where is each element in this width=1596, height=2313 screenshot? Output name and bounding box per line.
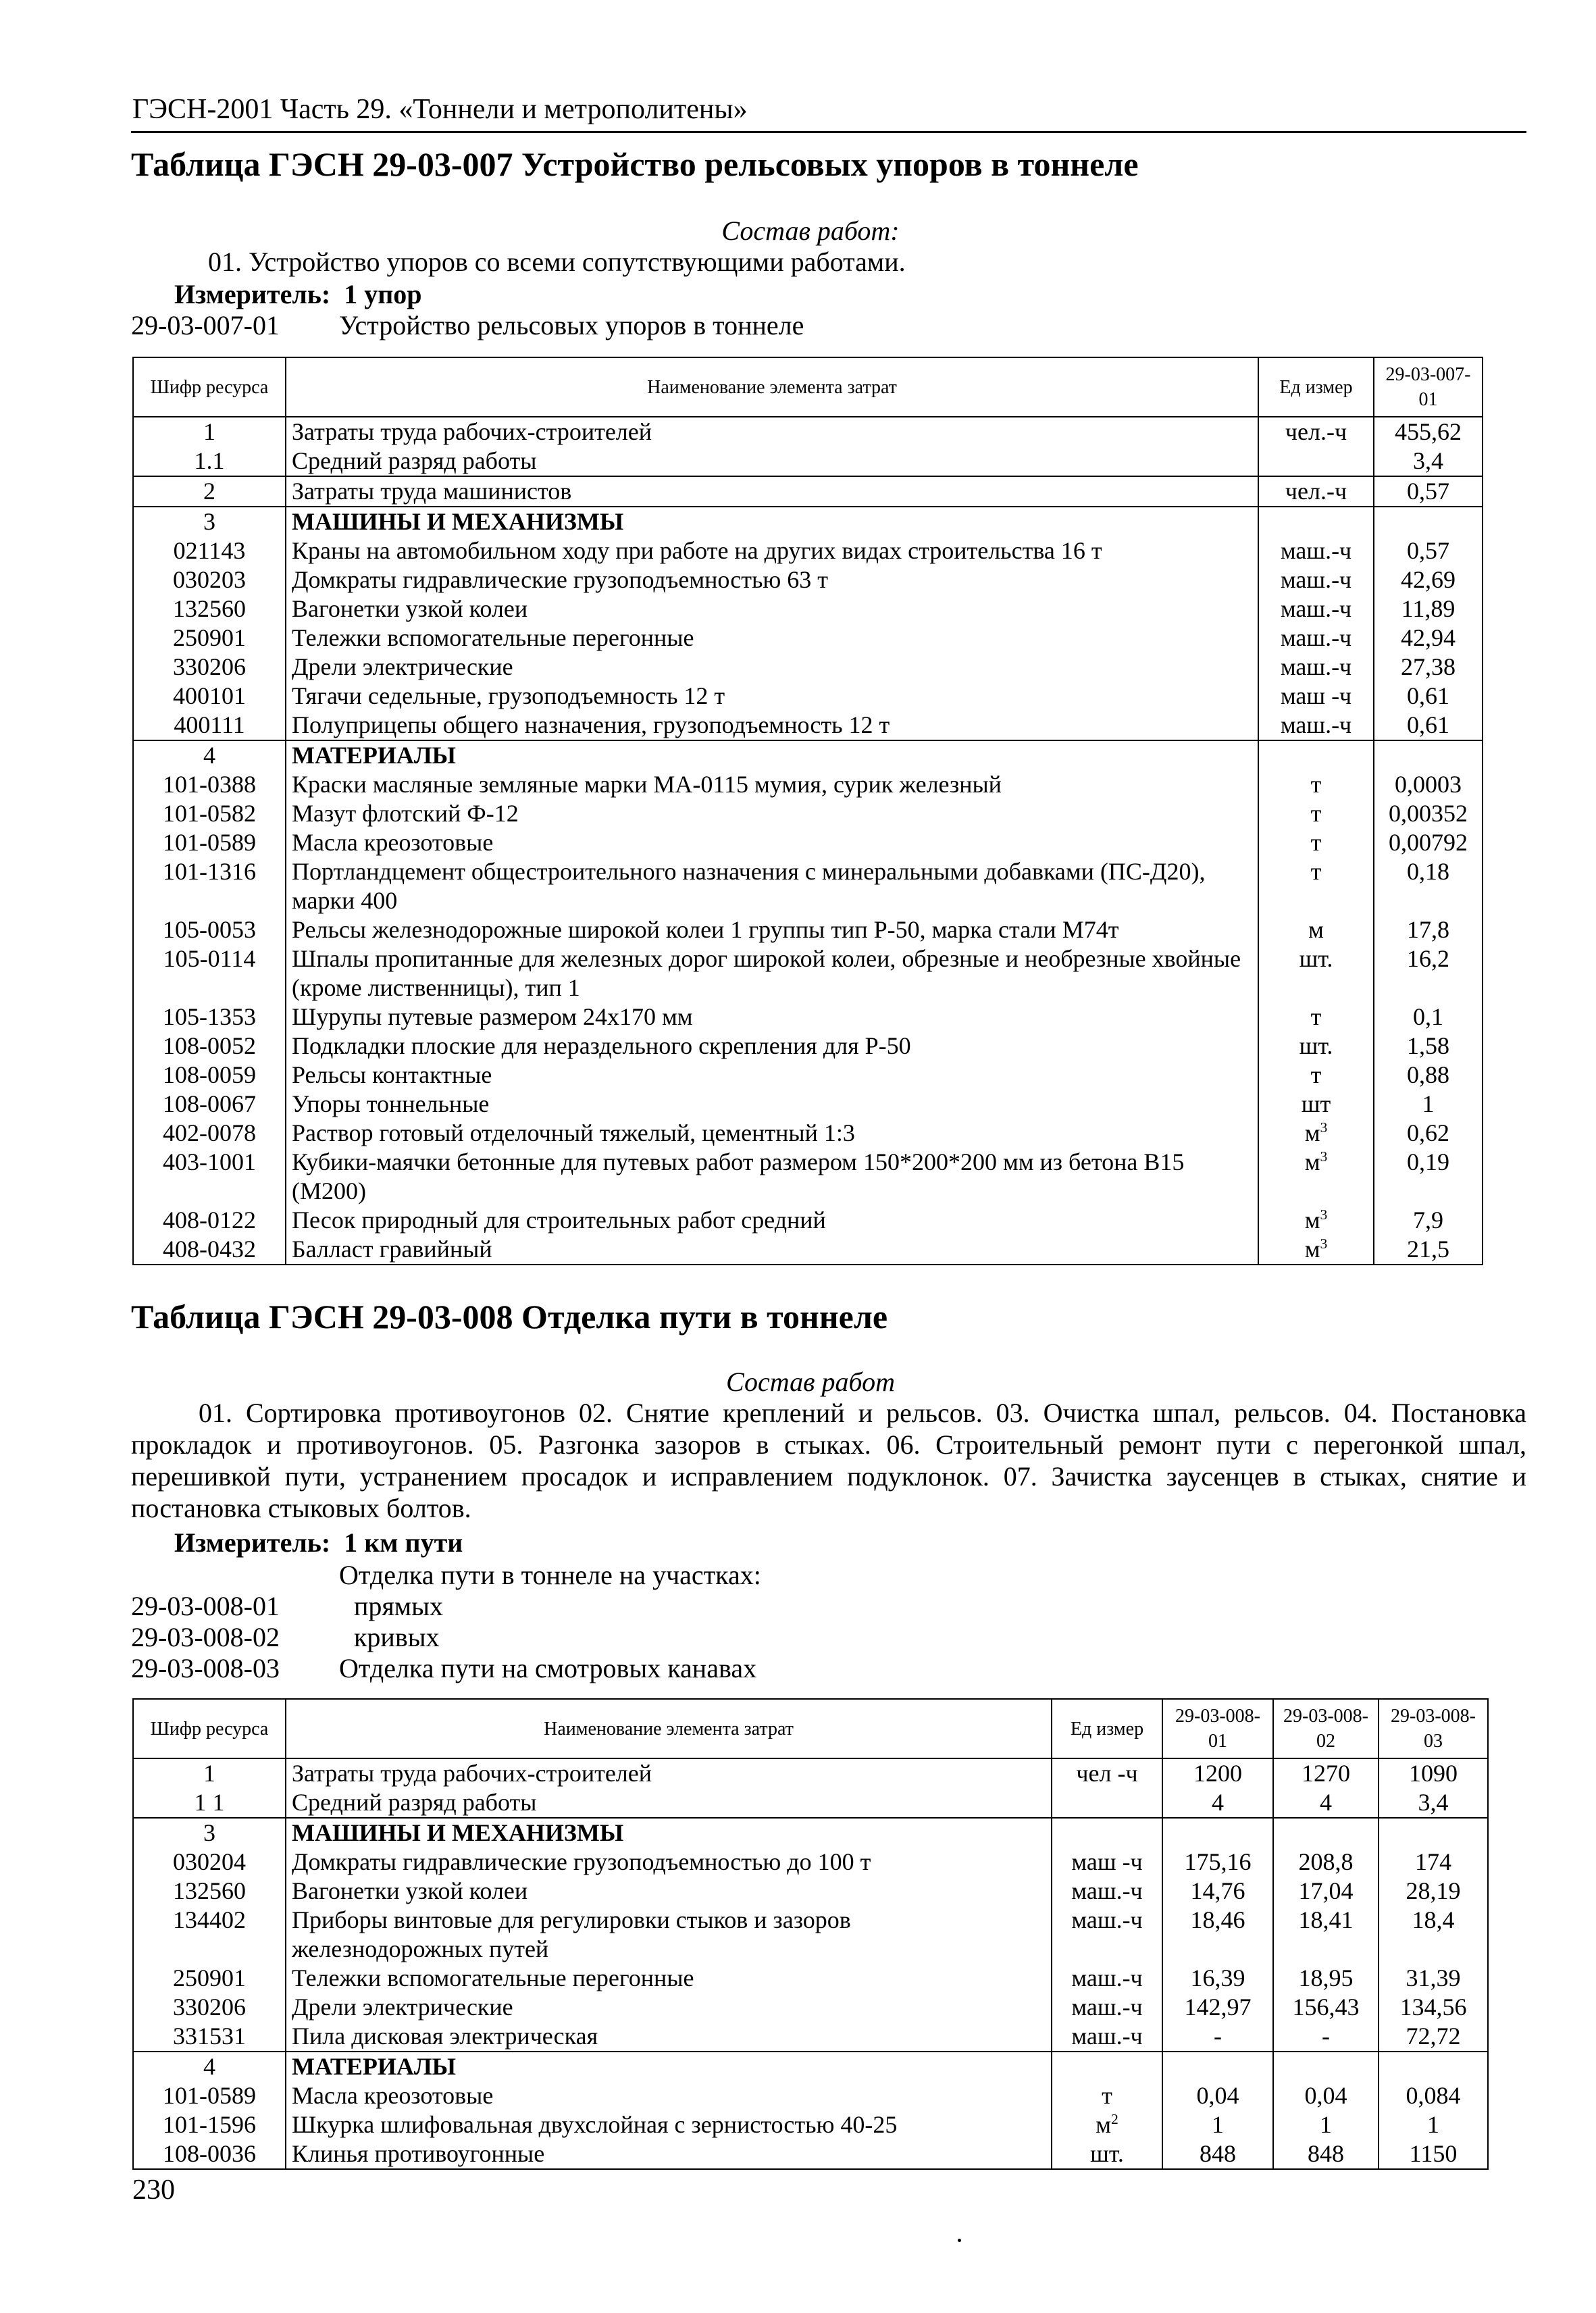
norm-value-cell: 208,8 (1273, 1848, 1379, 1877)
resource-code-cell: 1.1 (133, 447, 286, 476)
norm-value-cell: 17,04 (1273, 1877, 1379, 1906)
cost-item-name-cell: Краны на автомобильном ходу при работе на других видах строительства 16 т (286, 536, 1258, 565)
cost-item-name-cell: Мазут флотский Ф-12 (286, 799, 1258, 828)
resource-code-cell: 1 (133, 417, 286, 447)
resource-code-cell: 132560 (133, 1877, 286, 1906)
cost-item-name-cell: Шпалы пропитанные для железных дорог широкой колеи, обрезные и необрезные хвойные (кроме лиственницы), тип 1 (286, 944, 1258, 1002)
resource-code-cell: 4 (133, 740, 286, 770)
table2-norm-name: прямых (354, 1591, 443, 1621)
norm-value-cell (1374, 740, 1483, 770)
table-row (133, 1061, 1483, 1090)
resource-code-cell: 2 (133, 476, 286, 507)
unit-cell: маш.-ч (1052, 1906, 1162, 1964)
resource-code-cell: 101-1596 (133, 2110, 286, 2139)
cost-item-name-cell: Краски масляные земляные марки МА-0115 мумия, сурик железный (286, 770, 1258, 799)
table2-grid (132, 1698, 1489, 2170)
unit-cell: маш -ч (1258, 682, 1374, 711)
cost-item-name-cell: Песок природный для строительных работ средний (286, 1206, 1258, 1235)
norm-value-cell: 0,62 (1374, 1119, 1483, 1148)
norm-value-cell: 1090 (1379, 1758, 1488, 1788)
table2-meter (174, 1527, 463, 1558)
table2-header-norm: 29-03-008-03 (1379, 1699, 1488, 1758)
table2-header-norm: 29-03-008-01 (1162, 1699, 1273, 1758)
resource-code-cell: 101-0589 (133, 2081, 286, 2110)
norm-value-cell: 174 (1379, 1848, 1488, 1877)
norm-value-cell: 3,4 (1374, 447, 1483, 476)
table-row (133, 1848, 1488, 1877)
norm-value-cell: 14,76 (1162, 1877, 1273, 1906)
section-heading-cell: МАШИНЫ И МЕХАНИЗМЫ (286, 507, 1258, 536)
table2-header-unit: Ед измер (1052, 1699, 1162, 1758)
resource-code-cell: 105-1353 (133, 1002, 286, 1032)
cost-item-name-cell: Масла креозотовые (286, 2081, 1052, 2110)
table-row (133, 2052, 1488, 2081)
norm-value-cell: 0,88 (1374, 1061, 1483, 1090)
cost-item-name-cell: Тягачи седельные, грузоподъемность 12 т (286, 682, 1258, 711)
table-row (133, 1906, 1488, 1964)
norm-value-cell: 1 (1374, 1090, 1483, 1119)
norm-value-cell: 455,62 (1374, 417, 1483, 447)
table-row (133, 1119, 1483, 1148)
norm-value-cell (1379, 2052, 1488, 2081)
table1-header-code: Шифр ресурса (133, 357, 286, 417)
unit-cell: т (1258, 1002, 1374, 1032)
norm-value-cell: 0,084 (1379, 2081, 1488, 2110)
table-row (133, 828, 1483, 857)
unit-cell: маш -ч (1052, 1848, 1162, 1877)
unit-cell: т (1052, 2081, 1162, 2110)
table1-norm-name: Устройство рельсовых упоров в тоннеле (339, 310, 804, 340)
resource-code-cell: 108-0067 (133, 1090, 286, 1119)
scan-speck (958, 2239, 961, 2242)
norm-value-cell: 0,00352 (1374, 799, 1483, 828)
cost-item-name-cell: Тележки вспомогательные перегонные (286, 1964, 1052, 1993)
resource-code-cell: 403-1001 (133, 1148, 286, 1206)
norm-value-cell: 0,04 (1162, 2081, 1273, 2110)
resource-code-cell: 021143 (133, 536, 286, 565)
resource-code-cell: 250901 (133, 1964, 286, 1993)
cost-item-name-cell: Затраты труда рабочих-строителей (286, 417, 1258, 447)
unit-cell: чел -ч (1052, 1758, 1162, 1788)
norm-value-cell: 1,58 (1374, 1032, 1483, 1061)
table-row (133, 1032, 1483, 1061)
norm-value-cell (1379, 1818, 1488, 1848)
norm-value-cell: 0,57 (1374, 536, 1483, 565)
header-rule (131, 131, 1526, 133)
unit-cell: $м^2$ (1052, 2110, 1162, 2139)
table-row (133, 944, 1483, 1002)
table-row (133, 711, 1483, 740)
table-row (133, 1758, 1488, 1788)
norm-value-cell: 17,8 (1374, 915, 1483, 944)
unit-cell (1258, 740, 1374, 770)
norm-value-cell: 1150 (1379, 2139, 1488, 2169)
unit-cell: маш.-ч (1258, 711, 1374, 740)
table-row (133, 682, 1483, 711)
unit-cell: маш.-ч (1258, 624, 1374, 653)
cost-item-name-cell: Дрели электрические (286, 1993, 1052, 2022)
table-row (133, 857, 1483, 915)
unit-cell: т (1258, 828, 1374, 857)
table1-header-unit: Ед измер (1258, 357, 1374, 417)
cost-item-name-cell: Рельсы контактные (286, 1061, 1258, 1090)
norm-value-cell (1162, 2052, 1273, 2081)
table-row (133, 565, 1483, 594)
norm-value-cell: 3,4 (1379, 1788, 1488, 1818)
resource-code-cell: 330206 (133, 1993, 286, 2022)
unit-cell: т (1258, 1061, 1374, 1090)
table1-meter-value: 1 упор (344, 279, 422, 309)
unit-cell: $м^3$ (1258, 1235, 1374, 1265)
cost-item-name-cell: Домкраты гидравлические грузоподъемностью 63 т (286, 565, 1258, 594)
table-row (133, 536, 1483, 565)
norm-value-cell: 0,00792 (1374, 828, 1483, 857)
unit-cell: маш.-ч (1258, 653, 1374, 682)
table2-composition-title: Состав работ (726, 1367, 895, 1397)
cost-item-name-cell: Затраты труда рабочих-строителей (286, 1758, 1052, 1788)
unit-cell: т (1258, 770, 1374, 799)
table-row (133, 624, 1483, 653)
resource-code-cell: 132560 (133, 594, 286, 624)
table-row (133, 653, 1483, 682)
norm-value-cell: 0,0003 (1374, 770, 1483, 799)
table2-norm-name: кривых (354, 1622, 440, 1652)
resource-code-cell: 134402 (133, 1906, 286, 1964)
page-number: 230 (132, 2175, 175, 2206)
table-row (133, 1148, 1483, 1206)
norm-value-cell: 156,43 (1273, 1993, 1379, 2022)
unit-cell: маш.-ч (1052, 2022, 1162, 2052)
unit-cell: т (1258, 799, 1374, 828)
resource-code-cell: 101-0388 (133, 770, 286, 799)
norm-value-cell: 27,38 (1374, 653, 1483, 682)
norm-value-cell: 134,56 (1379, 1993, 1488, 2022)
table2-composition: 01. Сортировка противоугонов 02. Снятие креплений и рельсов. 03. Очистка шпал, рельсов. 04. Постановка прокладок и противоугонов. 05. Разгонка зазоров в стыках. 06. Строительный ремонт пути с перегонкой шпал, перешивкой пути, устранением просадок и исправлением подуклонок. 07. Зачистка заусенцев в стыках, снятие и постановка стыковых болтов. (131, 1398, 1526, 1523)
norm-value-cell: 16,2 (1374, 944, 1483, 1002)
cost-item-name-cell: Приборы винтовые для регулировки стыков и зазоров железнодорожных путей (286, 1906, 1052, 1964)
resource-code-cell: 030203 (133, 565, 286, 594)
resource-code-cell: 030204 (133, 1848, 286, 1877)
norm-value-cell: 42,69 (1374, 565, 1483, 594)
table-row (133, 1002, 1483, 1032)
resource-code-cell: 400111 (133, 711, 286, 740)
table2-norm-code: 29-03-008-03 (131, 1653, 280, 1683)
cost-item-name-cell: Дрели электрические (286, 653, 1258, 682)
unit-cell (1258, 507, 1374, 536)
table1-meter (174, 278, 422, 310)
norm-value-cell: 7,9 (1374, 1206, 1483, 1235)
cost-item-name-cell: Тележки вспомогательные перегонные (286, 624, 1258, 653)
norm-value-cell: 1 (1162, 2110, 1273, 2139)
table-row (133, 1788, 1488, 1818)
cost-item-name-cell: Затраты труда машинистов (286, 476, 1258, 507)
resource-code-cell: 402-0078 (133, 1119, 286, 1148)
unit-cell: т (1258, 857, 1374, 915)
resource-code-cell: 101-0589 (133, 828, 286, 857)
norm-value-cell: 31,39 (1379, 1964, 1488, 1993)
norm-value-cell (1273, 1818, 1379, 1848)
norm-value-cell: 1200 (1162, 1758, 1273, 1788)
table2-body (133, 1758, 1488, 2169)
table-row (133, 447, 1483, 476)
table2-meter-label: Измеритель: (174, 1527, 331, 1558)
cost-item-name-cell: Раствор готовый отделочный тяжелый, цементный 1:3 (286, 1119, 1258, 1148)
table1-header-name: Наименование элемента затрат (286, 357, 1258, 417)
table2-header-code: Шифр ресурса (133, 1699, 286, 1758)
table-row (133, 1235, 1483, 1265)
table-row (133, 507, 1483, 536)
unit-cell: маш.-ч (1258, 565, 1374, 594)
table1-meter-label: Измеритель: (174, 279, 331, 309)
norm-value-cell: 28,19 (1379, 1877, 1488, 1906)
resource-code-cell: 3 (133, 507, 286, 536)
norm-value-cell: 848 (1162, 2139, 1273, 2169)
cost-item-name-cell: Вагонетки узкой колеи (286, 594, 1258, 624)
unit-cell (1052, 2052, 1162, 2081)
table-row (133, 2022, 1488, 2052)
cost-item-name-cell: Средний разряд работы (286, 447, 1258, 476)
table-row (133, 476, 1483, 507)
unit-cell: маш.-ч (1258, 594, 1374, 624)
cost-item-name-cell: Домкраты гидравлические грузоподъемностью до 100 т (286, 1848, 1052, 1877)
table-row (133, 1877, 1488, 1906)
unit-cell: чел.-ч (1258, 417, 1374, 447)
unit-cell: шт (1258, 1090, 1374, 1119)
norm-value-cell: 18,46 (1162, 1906, 1273, 1964)
unit-cell (1052, 1818, 1162, 1848)
unit-cell: маш.-ч (1258, 536, 1374, 565)
resource-code-cell: 101-1316 (133, 857, 286, 915)
table1-title: Таблица ГЭСН 29-03-007 Устройство рельсовых упоров в тоннеле (131, 145, 1139, 183)
unit-cell: $м^3$ (1258, 1119, 1374, 1148)
table2-header-norm: 29-03-008-02 (1273, 1699, 1379, 1758)
resource-code-cell: 408-0432 (133, 1235, 286, 1265)
section-heading-cell: МАШИНЫ И МЕХАНИЗМЫ (286, 1818, 1052, 1848)
cost-item-name-cell: Масла креозотовые (286, 828, 1258, 857)
cost-item-name-cell: Клинья противоугонные (286, 2139, 1052, 2169)
table-row (133, 770, 1483, 799)
norm-value-cell: 16,39 (1162, 1964, 1273, 1993)
table-row (133, 417, 1483, 447)
table1-body (133, 417, 1483, 1265)
cost-item-name-cell: Пила дисковая электрическая (286, 2022, 1052, 2052)
table2-header-name: Наименование элемента затрат (286, 1699, 1052, 1758)
norm-value-cell: 18,95 (1273, 1964, 1379, 1993)
norm-value-cell: 72,72 (1379, 2022, 1488, 2052)
unit-cell: маш.-ч (1052, 1964, 1162, 1993)
norm-value-cell: 0,04 (1273, 2081, 1379, 2110)
unit-cell: шт. (1258, 1032, 1374, 1061)
table2-group-label: Отделка пути в тоннеле на участках: (339, 1560, 761, 1590)
table2-norm-code: 29-03-008-01 (131, 1591, 280, 1621)
table1-composition-title: Состав работ: (721, 215, 900, 246)
table2-title: Таблица ГЭСН 29-03-008 Отделка пути в тоннеле (131, 1298, 888, 1336)
resource-code-cell: 108-0052 (133, 1032, 286, 1061)
cost-item-name-cell: Портландцемент общестроительного назначения с минеральными добавками (ПС-Д20), марки 400 (286, 857, 1258, 915)
unit-cell: чел.-ч (1258, 476, 1374, 507)
norm-value-cell (1374, 507, 1483, 536)
norm-value-cell: 18,4 (1379, 1906, 1488, 1964)
norm-value-cell: 42,94 (1374, 624, 1483, 653)
resource-code-cell: 331531 (133, 2022, 286, 2052)
table-row (133, 915, 1483, 944)
norm-value-cell: 1 (1379, 2110, 1488, 2139)
cost-item-name-cell: Шурупы путевые размером 24x170 мм (286, 1002, 1258, 1032)
norm-value-cell: 848 (1273, 2139, 1379, 2169)
unit-cell: шт. (1052, 2139, 1162, 2169)
table-row (133, 594, 1483, 624)
resource-code-cell: 108-0036 (133, 2139, 286, 2169)
cost-item-name-cell: Шкурка шлифовальная двухслойная с зернистостью 40-25 (286, 2110, 1052, 2139)
resource-code-cell: 3 (133, 1818, 286, 1848)
resource-code-cell: 4 (133, 2052, 286, 2081)
table-row (133, 740, 1483, 770)
section-heading-cell: МАТЕРИАЛЫ (286, 740, 1258, 770)
norm-value-cell: - (1162, 2022, 1273, 2052)
resource-code-cell: 108-0059 (133, 1061, 286, 1090)
resource-code-cell: 1 (133, 1758, 286, 1788)
norm-value-cell: 0,57 (1374, 476, 1483, 507)
running-header: ГЭСН-2001 Часть 29. «Тоннели и метрополитены» (132, 94, 748, 125)
cost-item-name-cell: Полуприцепы общего назначения, грузоподъемность 12 т (286, 711, 1258, 740)
norm-value-cell: 4 (1162, 1788, 1273, 1818)
cost-item-name-cell: Вагонетки узкой колеи (286, 1877, 1052, 1906)
table2-norm-name: Отделка пути на смотровых канавах (339, 1653, 757, 1683)
table1-header-norm: 29-03-007-01 (1374, 357, 1483, 417)
table-row (133, 1206, 1483, 1235)
resource-code-cell: 101-0582 (133, 799, 286, 828)
norm-value-cell: - (1273, 2022, 1379, 2052)
table-row (133, 2081, 1488, 2110)
norm-value-cell: 4 (1273, 1788, 1379, 1818)
unit-cell: маш.-ч (1052, 1993, 1162, 2022)
cost-item-name-cell: Балласт гравийный (286, 1235, 1258, 1265)
norm-value-cell: 18,41 (1273, 1906, 1379, 1964)
unit-cell (1052, 1788, 1162, 1818)
cost-item-name-cell: Подкладки плоские для нераздельного скрепления для Р-50 (286, 1032, 1258, 1061)
resource-code-cell: 250901 (133, 624, 286, 653)
unit-cell: $м^3$ (1258, 1148, 1374, 1206)
table1-composition: 01. Устройство упоров со всеми сопутствующими работами. (208, 247, 906, 277)
unit-cell: маш.-ч (1052, 1877, 1162, 1906)
norm-value-cell: 0,61 (1374, 682, 1483, 711)
table-row (133, 799, 1483, 828)
norm-value-cell: 1 (1273, 2110, 1379, 2139)
cost-item-name-cell: Упоры тоннельные (286, 1090, 1258, 1119)
table1-norm-code: 29-03-007-01 (131, 310, 280, 340)
norm-value-cell: 1270 (1273, 1758, 1379, 1788)
table-row (133, 2110, 1488, 2139)
norm-value-cell: 0,19 (1374, 1148, 1483, 1206)
table-row (133, 1964, 1488, 1993)
resource-code-cell: 1 1 (133, 1788, 286, 1818)
norm-value-cell: 21,5 (1374, 1235, 1483, 1265)
cost-item-name-cell: Рельсы железнодорожные широкой колеи 1 группы тип Р-50, марка стали М74т (286, 915, 1258, 944)
unit-cell: $м^3$ (1258, 1206, 1374, 1235)
resource-code-cell: 408-0122 (133, 1206, 286, 1235)
resource-code-cell: 105-0114 (133, 944, 286, 1002)
norm-value-cell: 0,18 (1374, 857, 1483, 915)
norm-value-cell (1162, 1818, 1273, 1848)
norm-value-cell: 175,16 (1162, 1848, 1273, 1877)
cost-item-name-cell: Кубики-маячки бетонные для путевых работ размером 150*200*200 мм из бетона В15 (М200) (286, 1148, 1258, 1206)
norm-value-cell: 142,97 (1162, 1993, 1273, 2022)
cost-item-name-cell: Средний разряд работы (286, 1788, 1052, 1818)
table-row (133, 1993, 1488, 2022)
unit-cell: м (1258, 915, 1374, 944)
norm-value-cell: 0,61 (1374, 711, 1483, 740)
table-row (133, 1090, 1483, 1119)
unit-cell: шт. (1258, 944, 1374, 1002)
norm-value-cell: 0,1 (1374, 1002, 1483, 1032)
resource-code-cell: 330206 (133, 653, 286, 682)
table-row (133, 1818, 1488, 1848)
unit-cell (1258, 447, 1374, 476)
table1-grid (132, 357, 1483, 1265)
norm-value-cell: 11,89 (1374, 594, 1483, 624)
resource-code-cell: 105-0053 (133, 915, 286, 944)
section-heading-cell: МАТЕРИАЛЫ (286, 2052, 1052, 2081)
table2-norm-code: 29-03-008-02 (131, 1622, 280, 1652)
table2-meter-value: 1 км пути (344, 1527, 463, 1558)
norm-value-cell (1273, 2052, 1379, 2081)
resource-code-cell: 400101 (133, 682, 286, 711)
table-row (133, 2139, 1488, 2169)
